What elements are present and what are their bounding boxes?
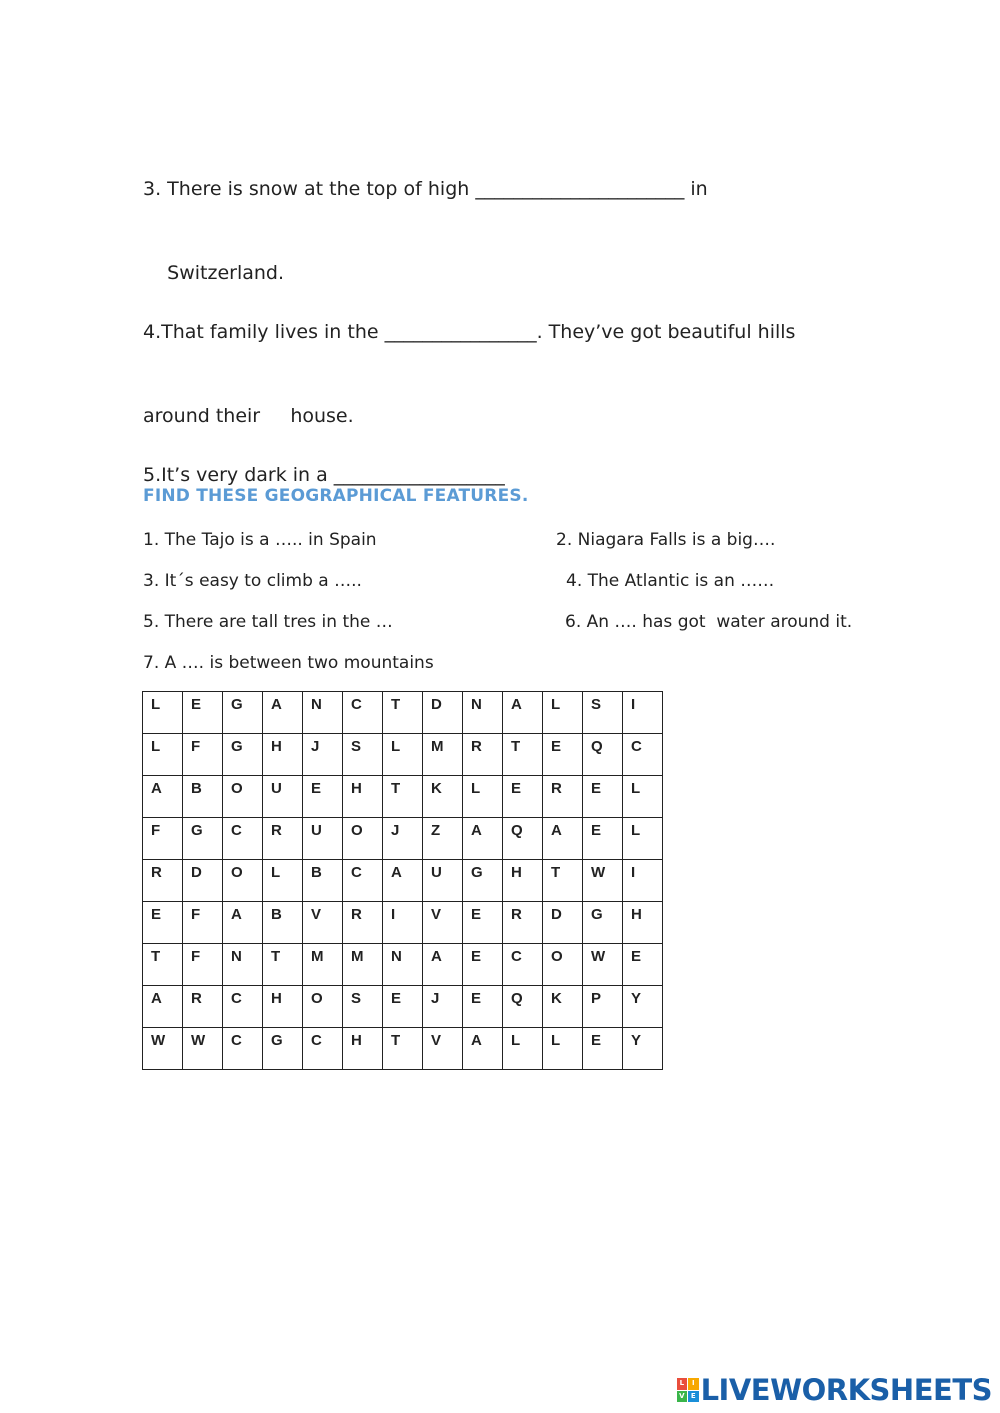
grid-cell: B [183,776,223,818]
grid-cell: J [423,986,463,1028]
grid-cell: C [223,1028,263,1070]
grid-cell: U [423,860,463,902]
grid-cell: L [383,734,423,776]
grid-cell: I [623,692,663,734]
grid-cell: R [143,860,183,902]
grid-cell: A [143,986,183,1028]
grid-cell: Q [503,986,543,1028]
grid-cell: F [183,734,223,776]
grid-cell: I [623,860,663,902]
grid-cell: O [223,860,263,902]
grid-cell: E [583,776,623,818]
grid-cell: T [383,692,423,734]
grid-cell: R [183,986,223,1028]
grid-cell: P [583,986,623,1028]
grid-cell: S [343,734,383,776]
grid-cell: A [503,692,543,734]
grid-cell: L [263,860,303,902]
grid-cell: A [463,1028,503,1070]
grid-row [143,776,663,818]
grid-cell: E [503,776,543,818]
grid-row [143,986,663,1028]
grid-cell: K [543,986,583,1028]
grid-cell: T [383,776,423,818]
grid-cell: Y [623,986,663,1028]
grid-cell: O [223,776,263,818]
grid-cell: D [183,860,223,902]
grid-cell: A [263,692,303,734]
grid-cell: M [343,944,383,986]
grid-cell: L [143,692,183,734]
grid-cell: C [503,944,543,986]
grid-cell: L [543,1028,583,1070]
grid-cell: C [223,986,263,1028]
grid-cell: G [223,734,263,776]
grid-cell: U [263,776,303,818]
grid-cell: V [423,1028,463,1070]
grid-cell: R [343,902,383,944]
grid-cell: N [303,692,343,734]
grid-cell: W [583,944,623,986]
grid-cell: E [463,944,503,986]
grid-cell: T [503,734,543,776]
grid-cell: W [183,1028,223,1070]
grid-cell: C [303,1028,343,1070]
grid-cell: U [303,818,343,860]
grid-cell: B [263,902,303,944]
grid-row [143,902,663,944]
grid-cell: O [303,986,343,1028]
grid-cell: V [423,902,463,944]
grid-row [143,944,663,986]
grid-cell: T [263,944,303,986]
grid-cell: V [303,902,343,944]
grid-cell: G [183,818,223,860]
question-4-line-2: around their house. [143,405,354,427]
grid-cell: E [623,944,663,986]
grid-cell: M [423,734,463,776]
grid-cell: S [583,692,623,734]
grid-cell: F [183,944,223,986]
logo-mark-letter: V [677,1391,688,1403]
grid-cell: F [183,902,223,944]
grid-cell: B [303,860,343,902]
grid-cell: Y [623,1028,663,1070]
grid-cell: C [223,818,263,860]
clue-5: 5. There are tall tres in the … [143,612,393,632]
grid-cell: H [623,902,663,944]
grid-cell: G [463,860,503,902]
grid-cell: R [463,734,503,776]
grid-cell: I [383,902,423,944]
question-5-line-1: 5.It’s very dark in a __________________ [143,464,505,486]
grid-cell: A [143,776,183,818]
liveworksheets-logo [677,1373,992,1407]
grid-cell: G [583,902,623,944]
grid-cell: L [503,1028,543,1070]
grid-cell: L [143,734,183,776]
clue-1: 1. The Tajo is a ….. in Spain [143,530,377,550]
grid-cell: G [263,1028,303,1070]
grid-cell: C [623,734,663,776]
grid-cell: A [423,944,463,986]
grid-row [143,1028,663,1070]
grid-cell: O [343,818,383,860]
grid-cell: E [583,1028,623,1070]
logo-mark-letter: I [688,1378,699,1390]
clue-2: 2. Niagara Falls is a big…. [556,530,776,550]
grid-cell: N [223,944,263,986]
grid-cell: A [383,860,423,902]
grid-cell: E [583,818,623,860]
grid-cell: L [623,776,663,818]
grid-cell: H [343,1028,383,1070]
grid-cell: E [303,776,343,818]
grid-cell: K [423,776,463,818]
grid-cell: A [223,902,263,944]
grid-cell: E [183,692,223,734]
logo-text: LIVEWORKSHEETS [700,1373,992,1407]
grid-cell: Z [423,818,463,860]
grid-cell: L [543,692,583,734]
grid-cell: L [623,818,663,860]
grid-cell: D [543,902,583,944]
grid-cell: J [383,818,423,860]
grid-cell: F [143,818,183,860]
grid-cell: E [463,986,503,1028]
grid-row [143,734,663,776]
question-4-line-1: 4.That family lives in the ________________. They’ve got beautiful hills [143,321,796,343]
grid-cell: H [263,986,303,1028]
grid-cell: T [383,1028,423,1070]
clue-6: 6. An …. has got water around it. [565,612,853,632]
grid-cell: A [543,818,583,860]
grid-cell: T [543,860,583,902]
section-heading: FIND THESE GEOGRAPHICAL FEATURES. [143,486,529,506]
grid-cell: W [143,1028,183,1070]
grid-cell: N [463,692,503,734]
grid-row [143,860,663,902]
grid-cell: E [383,986,423,1028]
clue-7: 7. A …. is between two mountains [143,653,434,673]
grid-cell: D [423,692,463,734]
grid-cell: R [503,902,543,944]
grid-cell: S [343,986,383,1028]
grid-cell: M [303,944,343,986]
logo-mark-letter: L [677,1378,688,1390]
grid-cell: C [343,692,383,734]
grid-cell: N [383,944,423,986]
question-3-line-2: Switzerland. [143,262,285,284]
logo-mark-icon [677,1378,699,1402]
grid-cell: G [223,692,263,734]
question-3-line-1: 3. There is snow at the top of high ______________________ in [143,178,708,200]
grid-cell: T [143,944,183,986]
grid-cell: E [143,902,183,944]
grid-cell: J [303,734,343,776]
grid-cell: O [543,944,583,986]
grid-row [143,692,663,734]
grid-cell: R [543,776,583,818]
grid-cell: Q [503,818,543,860]
grid-cell: L [463,776,503,818]
clue-4: 4. The Atlantic is an …… [566,571,775,591]
grid-cell: E [463,902,503,944]
grid-cell: W [583,860,623,902]
grid-cell: E [543,734,583,776]
grid-cell: H [263,734,303,776]
grid-cell: H [343,776,383,818]
grid-cell: A [463,818,503,860]
word-search-grid [142,691,663,1070]
grid-cell: Q [583,734,623,776]
grid-cell: H [503,860,543,902]
clue-3: 3. It´s easy to climb a ….. [143,571,362,591]
grid-cell: R [263,818,303,860]
grid-cell: C [343,860,383,902]
grid-row [143,818,663,860]
logo-mark-letter: E [688,1391,699,1403]
